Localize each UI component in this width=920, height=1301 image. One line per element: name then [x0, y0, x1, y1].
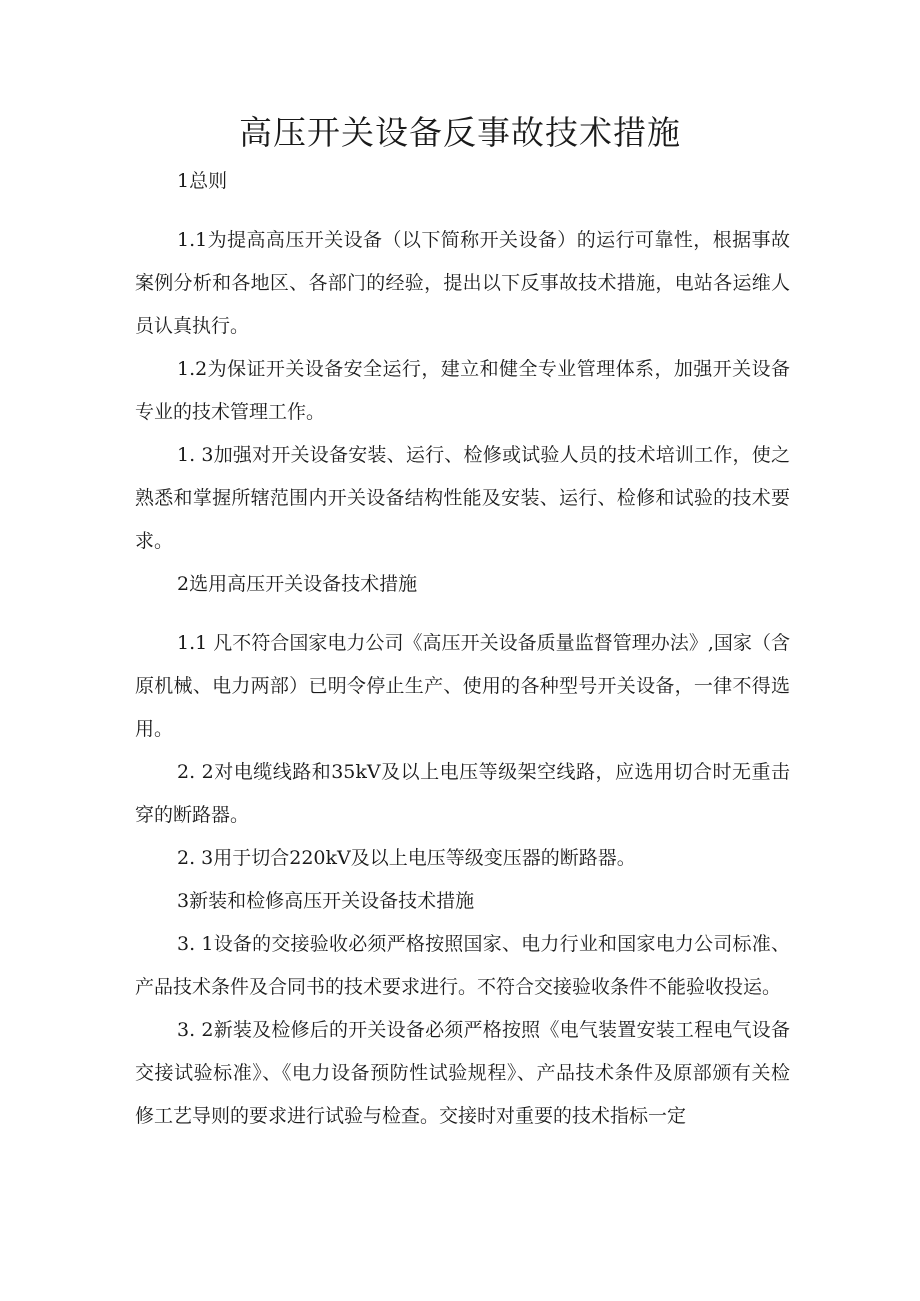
paragraph-3-1: 3. 1设备的交接验收必须严格按照国家、电力行业和国家电力公司标准、产品技术条件及合同书的技术要求进行。不符合交接验收条件不能验收投运。	[135, 933, 790, 998]
paragraph-1-3: 1. 3加强对开关设备安装、运行、检修或试验人员的技术培训工作，使之熟悉和掌握所辖范围内开关设备结构性能及安装、运行、检修和试验的技术要求。	[135, 444, 790, 552]
document-title: 高压开关设备反事故技术措施	[239, 113, 681, 152]
section-heading-2: 2选用高压开关设备技术措施	[177, 573, 418, 595]
paragraph-2-3: 2. 3用于切合220kV及以上电压等级变压器的断路器。	[177, 847, 636, 869]
paragraph-2-1: 1.1 凡不符合国家电力公司《高压开关设备质量监督管理办法》,国家（含原机械、电力两部）已明令停止生产、使用的各种型号开关设备，一律不得选用。	[135, 632, 790, 740]
section-heading-1: 1总则	[177, 170, 228, 192]
paragraph-1-2: 1.2为保证开关设备安全运行，建立和健全专业管理体系，加强开关设备专业的技术管理工作。	[135, 358, 790, 423]
paragraph-2-2: 2. 2对电缆线路和35kV及以上电压等级架空线路，应选用切合时无重击穿的断路器。	[135, 761, 790, 826]
document-body	[135, 160, 790, 1138]
paragraph-1-1: 1.1为提高高压开关设备（以下简称开关设备）的运行可靠性，根据事故案例分析和各地区、各部门的经验，提出以下反事故技术措施，电站各运维人员认真执行。	[135, 229, 790, 337]
section-heading-3: 3新装和检修高压开关设备技术措施	[177, 890, 475, 912]
paragraph-3-2: 3. 2新装及检修后的开关设备必须严格按照《电气装置安装工程电气设备交接试验标准》、《电力设备预防性试验规程》、产品技术条件及原部颁有关检修工艺导则的要求进行试验与检查。交接时对重要的技术指标一定	[135, 1019, 790, 1127]
